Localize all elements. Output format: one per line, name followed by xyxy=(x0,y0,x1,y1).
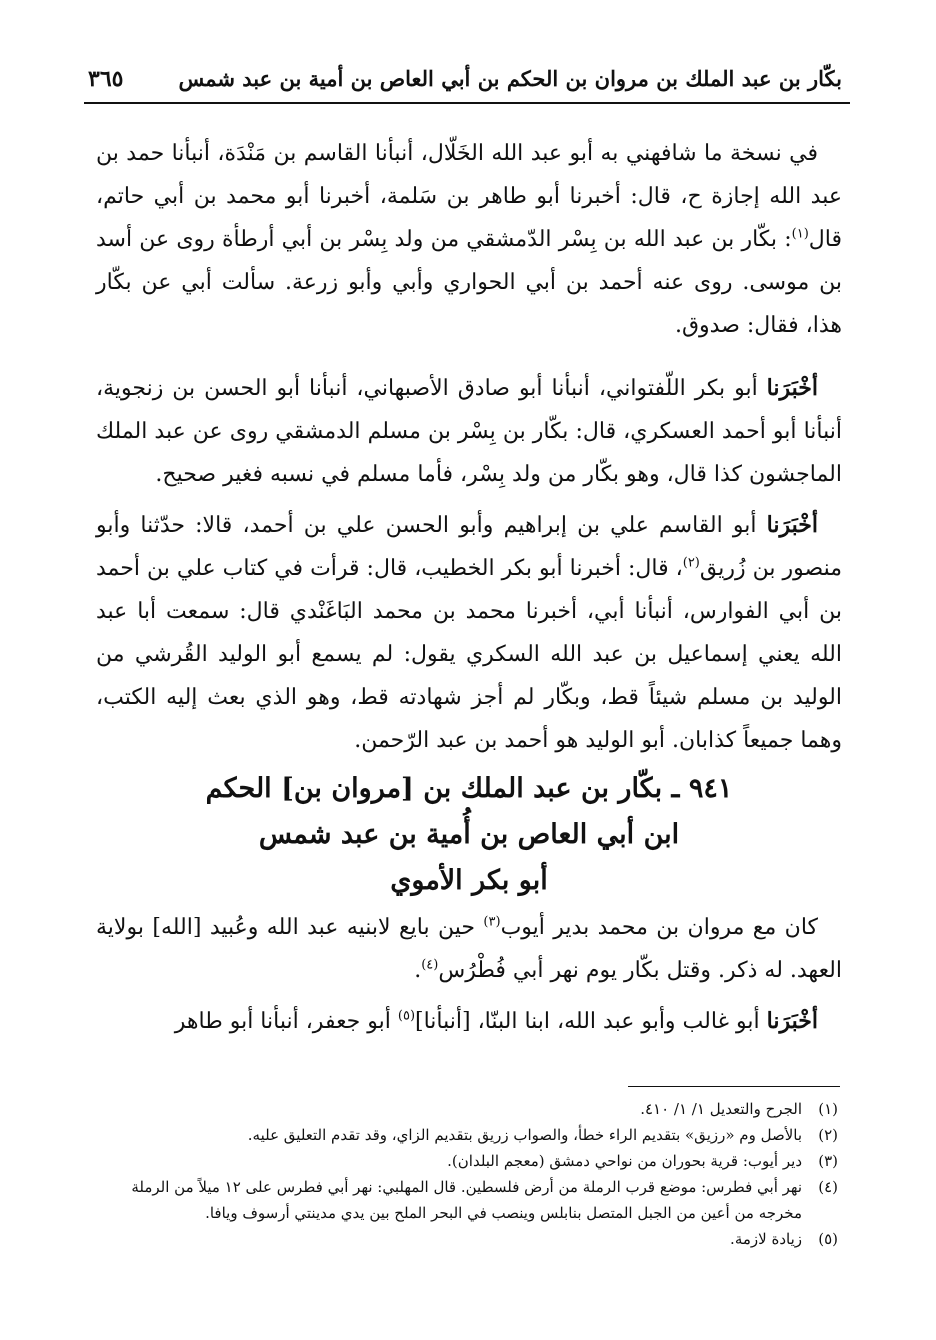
footnote-number: (٥) xyxy=(818,1230,838,1248)
footnote-ref: (٣) xyxy=(483,914,501,930)
footnote xyxy=(96,1096,838,1122)
footnote-text: دير أيوب: قرية بحوران من نواحي دمشق (معجم البلدان). xyxy=(447,1152,802,1170)
page-header xyxy=(88,60,842,100)
footnote-ref: (٢) xyxy=(682,555,700,571)
footnote-ref: (٥) xyxy=(397,1008,416,1024)
entry-heading-line-1: ٩٤١ ـ بكّار بن عبد الملك بن [مروان بن] الحكم xyxy=(205,773,733,804)
paragraph-5 xyxy=(96,1000,842,1043)
paragraph-text: أبو بكر اللّفتواني، أنبأنا أبو صادق الأصبهاني، أنبأنا أبو الحسن بن زنجوية، أنبأنا أبو أحمد العسكري، قال: بكّار بن بِسْر بن مسلم الدمشقي روى عن عبد الملك الماجشون كذا قال، وهو بكّار من ولد بِسْر، فأما مسلم في نسبه فغير صحيح. xyxy=(96,376,842,487)
footnote-text: نهر أبي فطرس: موضع قرب الرملة من أرض فلسطين. قال المهلبي: نهر أبي فطرس على ١٢ ميلاً من الرملة مخرجه من أعين من الجبل المتصل بنابلس وينصب في البحر الملح بين يدي مدينتي أرسوف ويافا. xyxy=(131,1178,802,1222)
footnote xyxy=(96,1122,838,1148)
lead-word: أخْبَرَنا xyxy=(766,1008,818,1034)
paragraph-text: كان مع مروان بن محمد بدير أيوب xyxy=(500,915,818,940)
page-number: ٣٦٥ xyxy=(88,66,124,92)
paragraph-text: حين بايع لابنيه عبد الله وعُبيد [الله] بولاية العهد. له ذكر. وقتل بكّار يوم نهر أبي فُطْرُس xyxy=(96,915,842,983)
entry-heading-line-3: أبو بكر الأموي xyxy=(390,865,548,896)
entry-heading-line-2: ابن أبي العاص بن أُمية بن عبد شمس xyxy=(258,819,680,850)
paragraph-text: أبو القاسم علي بن إبراهيم وأبو الحسن علي بن أحمد، قالا: حدّثنا وأبو منصور بن زُريق xyxy=(96,513,842,581)
footnote-text: بالأصل وم «رزيق» بتقديم الراء خطأ، والصواب زريق بتقديم الزاي، وقد تقدم التعليق عليه. xyxy=(247,1126,802,1144)
entry-heading xyxy=(96,766,842,904)
paragraph-3 xyxy=(96,504,842,762)
paragraph-text: . xyxy=(414,958,422,983)
paragraph-text: في نسخة ما شافهني به أبو عبد الله الخَلّال، أنبأنا القاسم بن مَنْدَة، أنبأنا حمد بن عبد الله إجازة ح، قال: أخبرنا أبو طاهر بن سَلمة، أخبرنا أبو محمد بن أبي حاتم، قال xyxy=(96,141,842,252)
footnote-divider xyxy=(628,1086,840,1087)
paragraph-2 xyxy=(96,367,842,496)
header-divider xyxy=(84,102,850,104)
main-text xyxy=(96,132,842,1043)
footnote-ref: (٤) xyxy=(421,957,439,973)
footnote xyxy=(96,1174,838,1226)
footnote-number: (٣) xyxy=(818,1152,838,1170)
paragraph-text: أبو جعفر، أنبأنا أبو طاهر xyxy=(174,1009,398,1034)
footnotes xyxy=(96,1096,838,1252)
footnote-text: الجرح والتعديل ١/ ١/ ٤١٠. xyxy=(640,1100,802,1118)
paragraph-1 xyxy=(96,132,842,347)
paragraph-text: : بكّار بن عبد الله بن بِسْر الدّمشقي من ولد بِسْر بن أبي أرطأة روى عن أسد بن موسى. روى عنه أحمد بن أبي الحواري وأبي وأبو زرعة. سألت أبي عن بكّار هذا، فقال: صدوق. xyxy=(96,227,842,338)
footnote xyxy=(96,1148,838,1174)
paragraph-4 xyxy=(96,906,842,992)
lead-word: أخْبَرَنا xyxy=(766,375,818,401)
paragraph-text: ، قال: أخبرنا أبو بكر الخطيب، قال: قرأت في كتاب علي بن أحمد بن أبي الفوارس، أنبأنا أبي، أخبرنا محمد بن محمد البَاغَنْدي قال: سمعت أبا عبد الله يعني إسماعيل بن عبد الله السكري يقول: لم يسمع أبو الوليد القُرشي من الوليد بن مسلم شيئاً قط، وبكّار لم أجز شهادته قط، وهو الذي بعث إليه الكتب، وهما جميعاً كذابان. أبو الوليد هو أحمد بن عبد الرّحمن. xyxy=(96,556,842,753)
footnote-text: زيادة لازمة. xyxy=(730,1230,802,1248)
running-head: بكّار بن عبد الملك بن مروان بن الحكم بن أبي العاص بن أمية بن عبد شمس xyxy=(178,66,842,91)
footnote-ref: (١) xyxy=(791,226,809,242)
paragraph-text: أبو غالب وأبو عبد الله، ابنا البنّا، [أنبأنا] xyxy=(415,1009,760,1034)
footnote-number: (٢) xyxy=(818,1126,838,1144)
footnote xyxy=(96,1226,838,1252)
footnote-number: (١) xyxy=(818,1100,838,1118)
footnote-number: (٤) xyxy=(818,1178,838,1196)
lead-word: أخْبَرَنا xyxy=(766,512,818,538)
